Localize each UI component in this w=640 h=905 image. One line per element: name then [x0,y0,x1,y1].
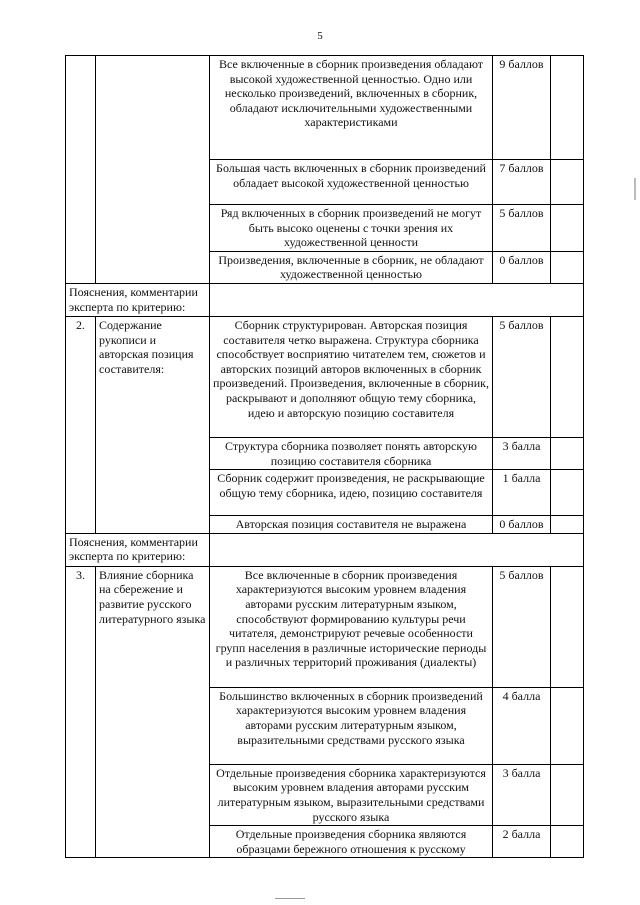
score-value: 3 балла [493,764,551,825]
scan-edge-mark [634,178,636,200]
score-description: Все включенные в сборник произведения характеризуются высоким уровнем владения авторами русским литературным языком, способствуют формированию культуры речи читателя, демонстрируют речевые особенности групп населения в различные исторические периоды и различных территорий проживания (диалекты) [210,566,493,687]
expert-comment-label: Пояснения, комментарии эксперта по критерию: [66,533,210,566]
scan-footer-mark [275,898,305,899]
score-value: 5 баллов [493,205,551,252]
score-description: Произведения, включенные в сборник, не обладают художественной ценностью [210,251,493,283]
score-description: Большинство включенных в сборник произведений характеризуются высоким уровнем владения авторами русским литературным языком, выразительными средствами русского языка [210,687,493,764]
expert-score-cell [551,160,584,205]
criterion-1-score-row-9 [66,56,584,160]
score-value: 0 баллов [493,516,551,534]
score-value: 5 баллов [493,566,551,687]
score-value: 9 баллов [493,56,551,160]
criteria-table [65,55,584,858]
score-description: Ряд включенных в сборник произведений не могут быть высоко оценены с точки зрения их художественной ценности [210,205,493,252]
criterion-3-number: 3. [66,566,96,858]
criterion-1-title-cell [96,56,210,284]
score-description: Отдельные произведения сборника являются образцами бережного отношения к русскому [210,826,493,858]
expert-score-cell [551,205,584,252]
score-description: Все включенные в сборник произведения обладают высокой художественной ценностью. Одно или несколько произведений, включенных в сборник, обладают исключительными художественными характеристиками [210,56,493,160]
score-description: Отдельные произведения сборника характеризуются высоким уровнем владения авторами русским литературным языком, выразительными средствами русского языка [210,764,493,825]
expert-score-cell [551,826,584,858]
score-description: Авторская позиция составителя не выражена [210,516,493,534]
score-value: 4 балла [493,687,551,764]
criterion-3-score-row-5 [66,566,584,687]
criterion-2-comment-row [66,533,584,566]
criterion-2-number: 2. [66,316,96,533]
expert-comment-label: Пояснения, комментарии эксперта по критерию: [66,283,210,316]
score-description: Сборник содержит произведения, не раскрывающие общую тему сборника, идею, позицию составителя [210,470,493,516]
expert-score-cell [551,251,584,283]
score-description: Большая часть включенных в сборник произведений обладает высокой художественной ценностью [210,160,493,205]
criterion-1-comment-row [66,283,584,316]
expert-score-cell [551,566,584,687]
score-value: 3 балла [493,437,551,469]
score-value: 2 балла [493,826,551,858]
expert-score-cell [551,764,584,825]
expert-score-cell [551,470,584,516]
expert-comment-cell [210,283,584,316]
expert-score-cell [551,316,584,437]
score-value: 0 баллов [493,251,551,283]
score-value: 7 баллов [493,160,551,205]
criterion-2-score-row-5 [66,316,584,437]
score-value: 5 баллов [493,316,551,437]
expert-score-cell [551,437,584,469]
expert-score-cell [551,516,584,534]
score-value: 1 балла [493,470,551,516]
score-description: Сборник структурирован. Авторская позиция составителя четко выражена. Структура сборника способствует восприятию читателем тем, сюжетов и авторских позиций авторов включенных в сборник произведений. Произведения, включенные в сборник, раскрывают и дополняют общую тему сборника, идею и авторскую позицию составителя [210,316,493,437]
criterion-1-number-cell [66,56,96,284]
score-description: Структура сборника позволяет понять авторскую позицию составителя сборника [210,437,493,469]
criterion-2-title: Содержание рукописи и авторская позиция составителя: [96,316,210,533]
expert-score-cell [551,687,584,764]
page-number: 5 [317,30,323,42]
expert-comment-cell [210,533,584,566]
expert-score-cell [551,56,584,160]
criterion-3-title: Влияние сборника на сбережение и развитие русского литературного языка [96,566,210,858]
